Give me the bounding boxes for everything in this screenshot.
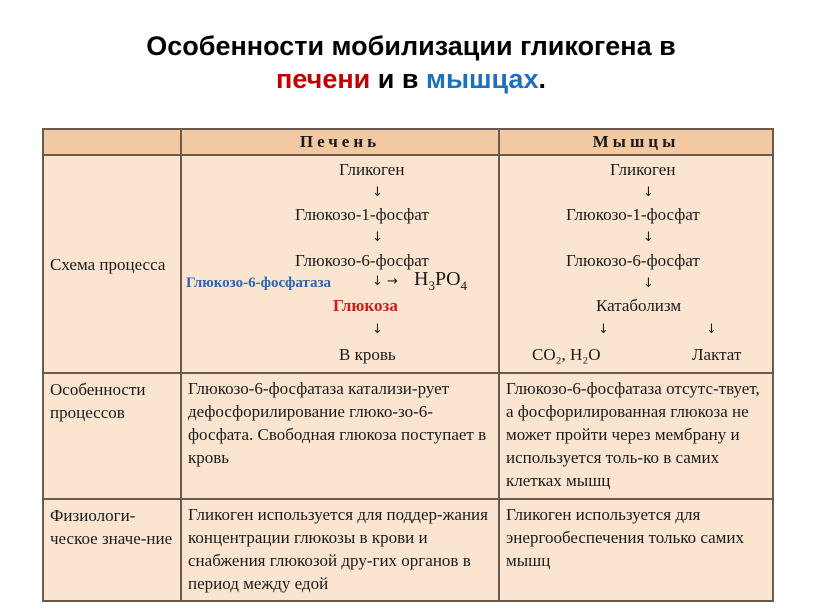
physio-row [43, 499, 773, 601]
liver-glucose: Глюкоза [333, 296, 398, 315]
liver-g6p: Глюкозо-6-фосфат [295, 251, 429, 270]
scheme-label: Схема процесса [43, 155, 181, 373]
liver-to-blood: В кровь [339, 345, 396, 364]
muscle-g6p: Глюкозо-6-фосфат [566, 251, 700, 270]
header-liver: Печень [181, 129, 499, 155]
features-muscle: Глюкозо-6-фосфатаза отсутс-твует, а фосфорилированная глюкоза не может пройти через мембрану и используется толь-ко в самих клетках мышц [499, 373, 773, 499]
liver-g1p: Глюкозо-1-фосфат [295, 205, 429, 224]
liver-scheme [182, 156, 498, 368]
liver-h3po4 [414, 269, 467, 296]
features-label: Особенности процессов [43, 373, 181, 499]
physio-muscle: Гликоген используется для энергообеспечения только самих мышц [499, 499, 773, 601]
muscle-catabolism: Катаболизм [596, 296, 682, 315]
muscle-co2-h2o: CO₂, H₂O [532, 345, 601, 364]
comparison-table [42, 128, 774, 602]
title-line-1: Особенности мобилизации гликогена в [146, 31, 676, 61]
liver-arrow-2: ↓ [372, 230, 383, 245]
muscle-arrow-2: ↓ [643, 230, 654, 245]
muscle-lactate: Лактат [692, 345, 742, 364]
liver-enzyme: Глюкозо-6-фосфатаза [186, 275, 332, 291]
liver-side-arrow: ↓ → [372, 274, 398, 289]
header-row [43, 129, 773, 155]
physio-label: Физиологи-ческое значе-ние [43, 499, 181, 601]
header-muscle: Мышцы [499, 129, 773, 155]
title-word-liver: печени [276, 64, 371, 94]
h3po4-sub4: 4 [460, 278, 468, 293]
features-row [43, 373, 773, 499]
muscle-scheme [500, 156, 772, 368]
title-period: . [538, 64, 546, 94]
h3po4-sub3: 3 [428, 278, 435, 293]
page-title [0, 30, 822, 96]
title-word-muscle: мышцах [425, 64, 539, 94]
liver-glycogen: Гликоген [339, 160, 405, 179]
muscle-scheme-cell [499, 155, 773, 373]
physio-liver: Гликоген используется для поддер-жания концентрации глюкозы в крови и снабжения глюкозой дру-гих органов в период между едой [181, 499, 499, 601]
title-line-2 [0, 63, 822, 96]
muscle-arrow-3: ↓ [643, 276, 654, 291]
liver-scheme-cell [181, 155, 499, 373]
scheme-row [43, 155, 773, 373]
muscle-glycogen: Гликоген [610, 160, 676, 179]
liver-arrow-3: ↓ [372, 322, 383, 337]
title-and-in: и в [370, 64, 426, 94]
muscle-arrow-1: ↓ [643, 185, 654, 200]
h3po4-po: PO [434, 268, 461, 290]
muscle-arrow-right: ↓ [706, 322, 717, 337]
muscle-arrow-left: ↓ [598, 322, 609, 337]
h3po4-h: H [414, 268, 429, 290]
liver-arrow-1: ↓ [372, 185, 383, 200]
features-liver: Глюкозо-6-фосфатаза катализи-рует дефосфорилирование глюко-зо-6-фосфата. Свободная глюкоза поступает в кровь [181, 373, 499, 499]
header-empty [43, 129, 181, 155]
muscle-g1p: Глюкозо-1-фосфат [566, 205, 700, 224]
